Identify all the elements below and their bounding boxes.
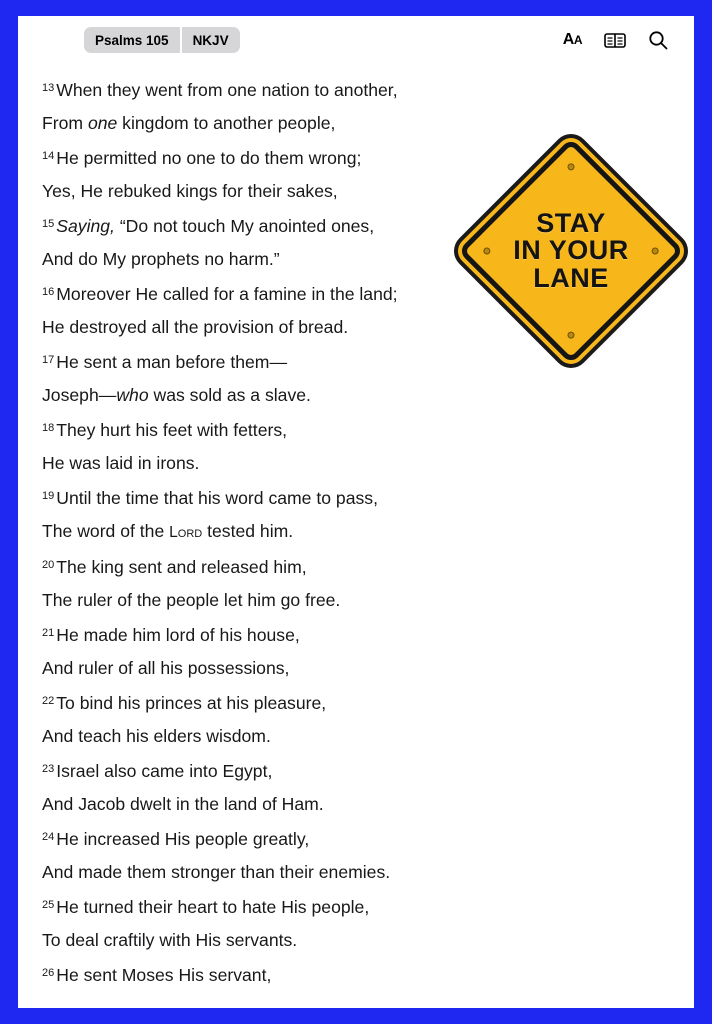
verse-number: 24 (42, 831, 55, 843)
verse-number: 21 (42, 627, 55, 639)
passage-content (18, 64, 694, 994)
verse-line[interactable] (42, 957, 446, 992)
verse-line[interactable] (42, 208, 446, 243)
reading-view-icon[interactable] (604, 27, 626, 53)
verse-line[interactable] (42, 243, 446, 276)
verse-text: He turned their heart to hate His people, (56, 897, 370, 917)
verse-text: tested him. (202, 521, 294, 541)
stay-in-your-lane-sign (454, 132, 688, 370)
verse-text: one (87, 113, 118, 133)
verse-line[interactable] (42, 856, 446, 889)
verse-text: who (116, 385, 149, 405)
verse-line[interactable] (42, 652, 446, 685)
verse-number: 15 (42, 218, 55, 230)
verse-text: And ruler of all his possessions, (42, 658, 290, 678)
toolbar-actions (563, 27, 678, 53)
verse-line[interactable] (42, 617, 446, 652)
verse-line[interactable] (42, 107, 446, 140)
verse-number: 25 (42, 899, 55, 911)
verse-text: He destroyed all the provision of bread. (42, 317, 349, 337)
verse-number: 20 (42, 559, 55, 571)
verse-text: From (42, 113, 88, 133)
verse-line[interactable] (42, 685, 446, 720)
verse-text: He sent a man before them— (56, 352, 288, 372)
book-chapter-chip[interactable]: Psalms 105 (84, 27, 180, 53)
verse-text: Israel also came into Egypt, (56, 761, 273, 781)
verse-text: Lord (169, 524, 203, 541)
verse-number: 14 (42, 150, 55, 162)
verse-line[interactable] (42, 821, 446, 856)
sign-bolt-icon (566, 330, 576, 340)
verse-line[interactable] (42, 379, 446, 412)
verse-text: When they went from one nation to another, (56, 80, 398, 100)
verse-text: And teach his elders wisdom. (42, 726, 271, 746)
verse-text: And do My prophets no harm.” (42, 249, 280, 269)
verse-line[interactable] (42, 584, 446, 617)
translation-chip[interactable]: NKJV (180, 27, 240, 53)
sign-bolt-icon (566, 162, 576, 172)
verse-line[interactable] (42, 549, 446, 584)
verse-line[interactable] (42, 720, 446, 753)
verse-text: The king sent and released him, (56, 557, 307, 577)
verse-text: Until the time that his word came to pass, (56, 488, 378, 508)
sign-diamond (458, 138, 684, 364)
verse-text: He increased His people greatly, (56, 829, 310, 849)
verse-text: He sent Moses His servant, (56, 965, 272, 985)
top-toolbar (18, 16, 694, 64)
sign-bolt-icon (650, 246, 660, 256)
verse-text: He was laid in irons. (42, 453, 200, 473)
verse-line[interactable] (42, 515, 446, 549)
verse-text: He permitted no one to do them wrong; (56, 148, 362, 168)
verse-text: He made him lord of his house, (56, 625, 300, 645)
verse-text: Joseph— (42, 385, 117, 405)
verse-text: To bind his princes at his pleasure, (56, 693, 327, 713)
verse-text: To deal craftily with His servants. (42, 930, 298, 950)
verse-number: 16 (42, 286, 55, 298)
verse-line[interactable] (42, 924, 446, 957)
verse-line[interactable] (42, 447, 446, 480)
text-size-icon[interactable]: AA (562, 31, 582, 48)
verse-line[interactable] (42, 788, 446, 821)
verse-number: 22 (42, 695, 55, 707)
verse-line[interactable] (42, 480, 446, 515)
bible-app-window (18, 16, 694, 1008)
verse-line[interactable] (42, 311, 446, 344)
verse-number: 26 (42, 967, 55, 979)
verse-text: “Do not touch My anointed ones, (114, 216, 375, 236)
verse-number: 19 (42, 490, 55, 502)
verse-number: 17 (42, 354, 55, 366)
verse-number: 13 (42, 82, 55, 94)
verse-number: 23 (42, 763, 55, 775)
verse-text: Saying, (56, 216, 115, 236)
verse-text: The word of the (42, 521, 170, 541)
verse-text: Moreover He called for a famine in the land; (56, 284, 398, 304)
verse-text: The ruler of the people let him go free. (42, 590, 341, 610)
verse-line[interactable] (42, 889, 446, 924)
sign-bolt-icon (482, 246, 492, 256)
verse-number: 18 (42, 422, 55, 434)
verse-line[interactable] (42, 753, 446, 788)
verse-text: And made them stronger than their enemies. (42, 862, 391, 882)
verse-list[interactable] (42, 72, 446, 992)
verse-text: They hurt his feet with fetters, (56, 420, 288, 440)
verse-line[interactable] (42, 412, 446, 447)
verse-text: kingdom to another people, (117, 113, 336, 133)
sign-text-line-3: LANE (533, 262, 609, 293)
sign-text-line-1: STAY (536, 207, 606, 238)
verse-text: was sold as a slave. (148, 385, 311, 405)
verse-line[interactable] (42, 72, 446, 107)
verse-line[interactable] (42, 140, 446, 175)
passage-selector[interactable] (84, 27, 240, 53)
verse-line[interactable] (42, 175, 446, 208)
verse-text: Yes, He rebuked kings for their sakes, (42, 181, 338, 201)
sign-text-line-2: IN YOUR (513, 235, 629, 266)
search-icon[interactable] (648, 27, 668, 53)
verse-text: And Jacob dwelt in the land of Ham. (42, 794, 324, 814)
verse-line[interactable] (42, 276, 446, 311)
verse-line[interactable] (42, 344, 446, 379)
